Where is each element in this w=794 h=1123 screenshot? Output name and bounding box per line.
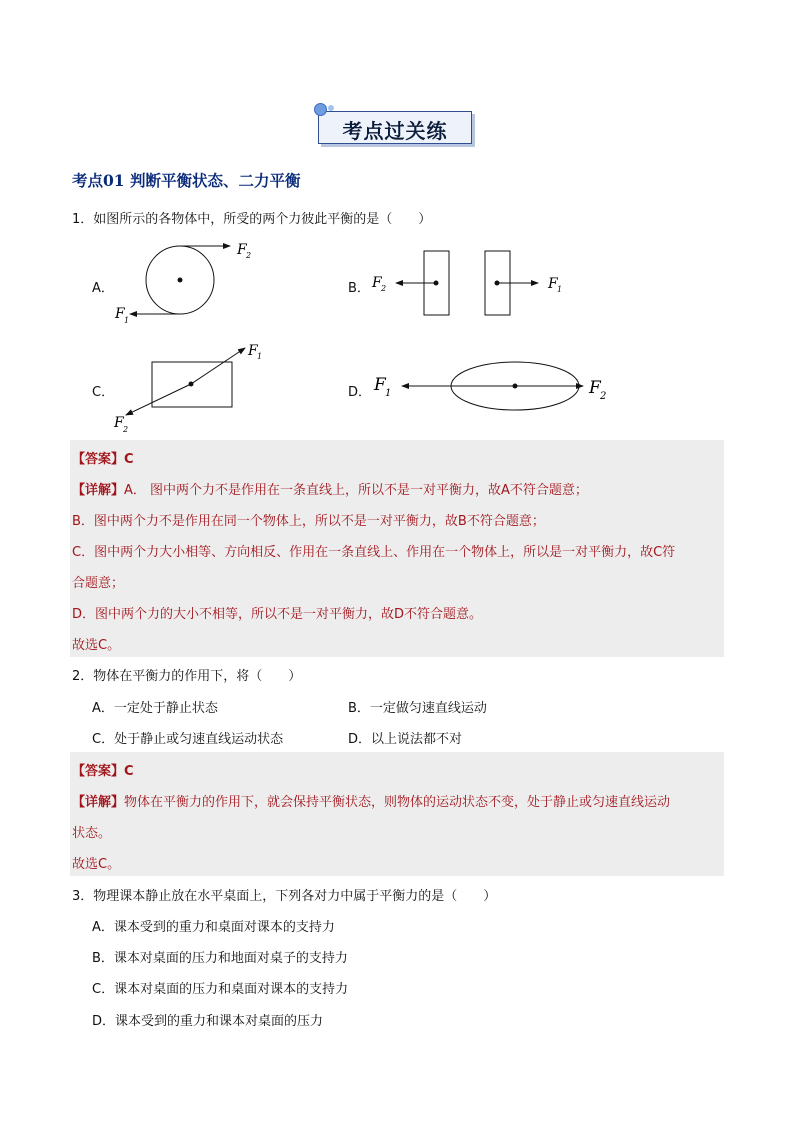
q2-detail-line-1 [72, 791, 670, 810]
question-3-stem: 3．物理课本静止放在水平桌面上，下列各对力中属于平衡力的是（ ） [72, 889, 497, 904]
figure-b-blocks [371, 251, 562, 315]
q1-conclusion: 故选C。 [72, 638, 121, 653]
figure-a-circle [114, 242, 251, 325]
q1-option-a-label: A． [92, 281, 114, 296]
q1-detail-c: C．图中两个力大小相等、方向相反、作用在一条直线上、作用在一个物体上，所以是一对平衡力，故C符 [72, 545, 676, 560]
q1-detail-line-1 [72, 479, 588, 498]
section-heading: 考点01 判断平衡状态、二力平衡 [72, 171, 301, 190]
q2-conclusion: 故选C。 [72, 857, 121, 872]
figure-d-f2-label: F [589, 378, 601, 398]
figure-c-rectangle [113, 343, 262, 434]
question-1-stem: 1．如图所示的各物体中，所受的两个力彼此平衡的是（ ） [72, 212, 432, 227]
figure-b-f2-sub: 2 [381, 284, 387, 293]
q1-detail-c-cont: 合题意； [72, 576, 125, 591]
q1-answer: 【答案】C [72, 452, 134, 467]
figure-a-f2-label: F [237, 242, 247, 258]
q2-option-d: D．以上说法都不对 [348, 732, 463, 747]
figure-c-f1-sub: 1 [257, 352, 263, 361]
q3-option-a: A．课本受到的重力和桌面对课本的支持力 [92, 920, 335, 935]
q3-option-c: C．课本对桌面的压力和桌面对课本的支持力 [92, 982, 349, 997]
q1-option-c-label: C． [92, 385, 115, 400]
q2-detail-text: 物体在平衡力的作用下，就会保持平衡状态，则物体的运动状态不变，处于静止或匀速直线运动 [124, 795, 671, 810]
q2-option-c: C．处于静止或匀速直线运动状态 [92, 732, 284, 747]
figure-a-f1-sub: 1 [124, 316, 130, 325]
q1-figures [0, 0, 794, 440]
q1-option-b-label: B． [348, 281, 370, 296]
figure-d-f1-label: F [374, 375, 386, 395]
figure-c-f1-label: F [248, 343, 258, 359]
q3-option-b: B．课本对桌面的压力和地面对桌子的支持力 [92, 951, 348, 966]
figure-b-f1-label: F [548, 276, 558, 292]
q1-option-d-label: D． [348, 385, 372, 400]
q3-option-d: D．课本受到的重力和课本对桌面的压力 [92, 1014, 324, 1029]
figure-d-f2-sub: 2 [600, 391, 607, 402]
figure-b-f1-sub: 1 [557, 285, 563, 294]
q2-option-a: A．一定处于静止状态 [92, 701, 218, 716]
q2-answer: 【答案】C [72, 764, 134, 779]
q2-option-b: B．一定做匀速直线运动 [348, 701, 487, 716]
q1-detail-tag: 【详解】 [72, 483, 125, 498]
figure-c-f2-label: F [114, 415, 124, 431]
figure-b-f2-label: F [372, 275, 382, 291]
question-2-stem: 2．物体在平衡力的作用下，将（ ） [72, 669, 302, 684]
page-title: 考点过关练 [342, 119, 448, 143]
figure-d-ellipse [373, 362, 606, 410]
q1-detail-b: B．图中两个力不是作用在同一个物体上，所以不是一对平衡力，故B不符合题意； [72, 514, 545, 529]
q1-detail-a: A． 图中两个力不是作用在一条直线上，所以不是一对平衡力，故A不符合题意； [124, 483, 588, 498]
figure-d-f1-sub: 1 [385, 388, 392, 399]
q2-detail-cont: 状态。 [72, 826, 112, 841]
q2-answer-block [70, 752, 724, 876]
figure-a-f1-label: F [115, 306, 125, 322]
q2-detail-tag: 【详解】 [72, 795, 125, 810]
figure-c-f2-sub: 2 [123, 425, 129, 434]
q1-detail-d: D．图中两个力的大小不相等，所以不是一对平衡力，故D不符合题意。 [72, 607, 483, 622]
figure-a-f2-sub: 2 [246, 251, 252, 260]
